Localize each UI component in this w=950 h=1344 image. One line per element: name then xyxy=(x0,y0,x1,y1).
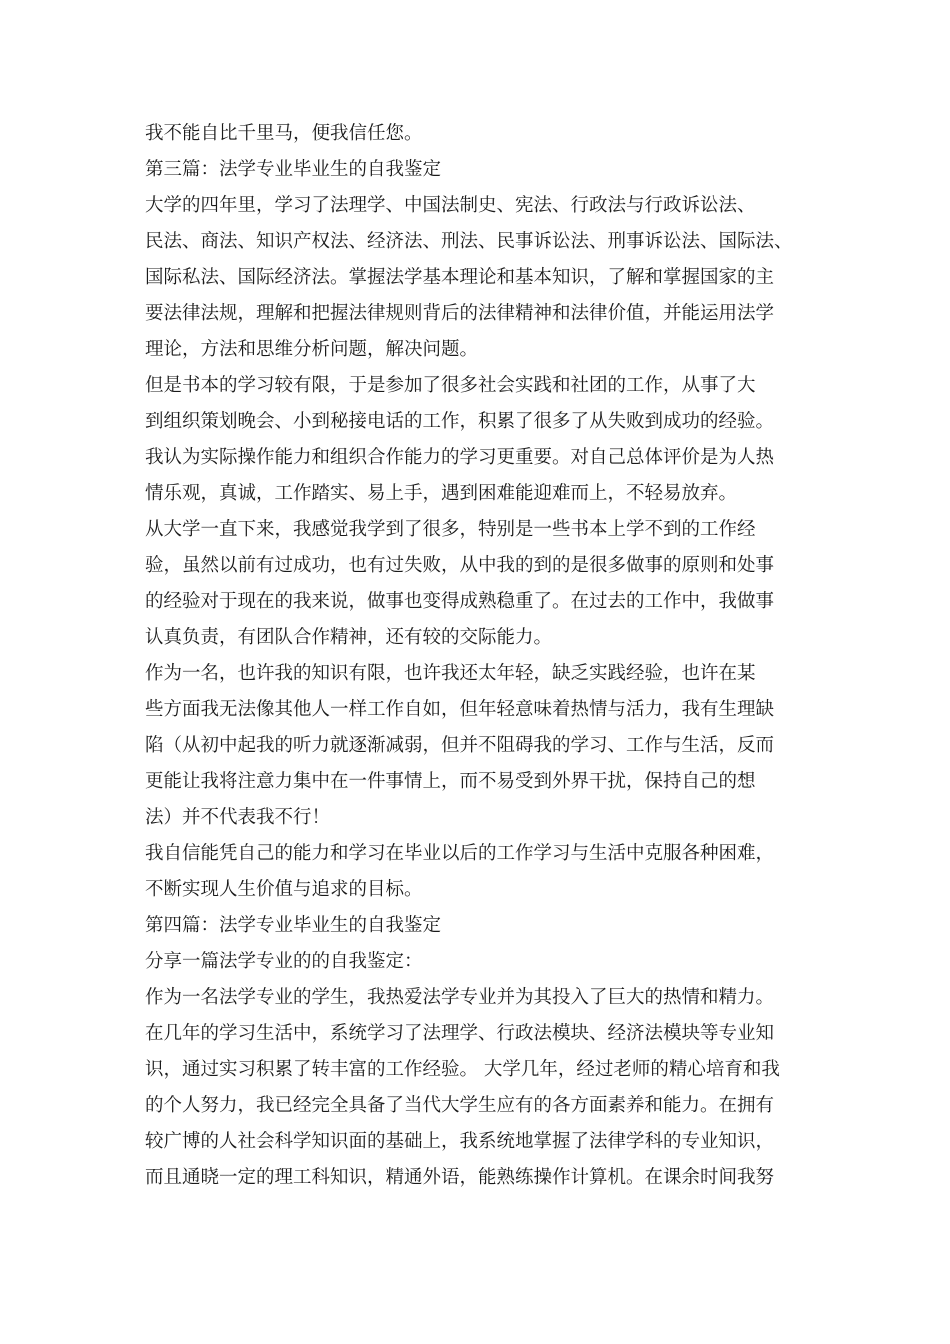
text-line: 验，虽然以前有过成功，也有过失败，从中我的到的是很多做事的原则和处事 xyxy=(145,555,775,576)
text-line: 作为一名法学专业的学生，我热爱法学专业并为其投入了巨大的热情和精力。 xyxy=(145,987,775,1008)
text-line: 更能让我将注意力集中在一件事情上，而不易受到外界干扰，保持自己的想 xyxy=(145,771,756,792)
text-line: 的经验对于现在的我来说，做事也变得成熟稳重了。在过去的工作中，我做事 xyxy=(145,591,775,612)
text-line: 我自信能凭自己的能力和学习在毕业以后的工作学习与生活中克服各种困难， xyxy=(145,843,775,864)
text-line: 到组织策划晚会、小到秘接电话的工作，积累了很多了从失败到成功的经验。 xyxy=(145,411,775,432)
text-line: 从大学一直下来，我感觉我学到了很多，特别是一些书本上学不到的工作经 xyxy=(145,519,756,540)
text-line: 的个人努力，我已经完全具备了当代大学生应有的各方面素养和能力。在拥有 xyxy=(145,1095,775,1116)
text-line: 认真负责，有团队合作精神，还有较的交际能力。 xyxy=(145,627,553,648)
text-line: 些方面我无法像其他人一样工作自如，但年轻意味着热情与活力，我有生理缺 xyxy=(145,699,775,720)
text-line: 不断实现人生价值与追求的目标。 xyxy=(145,879,423,900)
section-heading: 第四篇：法学专业毕业生的自我鉴定 xyxy=(145,915,442,936)
text-line: 分享一篇法学专业的的自我鉴定： xyxy=(145,951,423,972)
text-line: 在几年的学习生活中，系统学习了法理学、行政法模块、经济法模块等专业知 xyxy=(145,1023,775,1044)
text-line: 民法、商法、知识产权法、经济法、刑法、民事诉讼法、刑事诉讼法、国际法、 xyxy=(145,231,793,252)
text-line: 而且通晓一定的理工科知识，精通外语，能熟练操作计算机。在课余时间我努 xyxy=(145,1167,775,1188)
text-line: 较广博的人社会科学知识面的基础上，我系统地掌握了法律学科的专业知识， xyxy=(145,1131,775,1152)
section-heading: 第三篇：法学专业毕业生的自我鉴定 xyxy=(145,159,442,180)
text-line: 国际私法、国际经济法。掌握法学基本理论和基本知识，了解和掌握国家的主 xyxy=(145,267,775,288)
text-line: 要法律法规，理解和把握法律规则背后的法律精神和法律价值，并能运用法学 xyxy=(145,303,775,324)
text-line: 情乐观，真诚，工作踏实、易上手，遇到困难能迎难而上，不轻易放弃。 xyxy=(145,483,738,504)
text-line: 但是书本的学习较有限，于是参加了很多社会实践和社团的工作，从事了大 xyxy=(145,375,756,396)
text-line: 识，通过实习积累了转丰富的工作经验。 大学几年，经过老师的精心培育和我 xyxy=(145,1059,780,1080)
text-line: 法）并不代表我不行！ xyxy=(145,807,331,828)
text-line: 理论，方法和思维分析问题，解决问题。 xyxy=(145,339,479,360)
text-line: 我不能自比千里马，便我信任您。 xyxy=(145,123,423,144)
text-line: 我认为实际操作能力和组织合作能力的学习更重要。对自己总体评价是为人热 xyxy=(145,447,775,468)
text-line: 大学的四年里，学习了法理学、中国法制史、宪法、行政法与行政诉讼法、 xyxy=(145,195,756,216)
text-line: 作为一名，也许我的知识有限，也许我还太年轻，缺乏实践经验，也许在某 xyxy=(145,663,756,684)
text-line: 陷（从初中起我的听力就逐渐减弱，但并不阻碍我的学习、工作与生活，反而 xyxy=(145,735,775,756)
